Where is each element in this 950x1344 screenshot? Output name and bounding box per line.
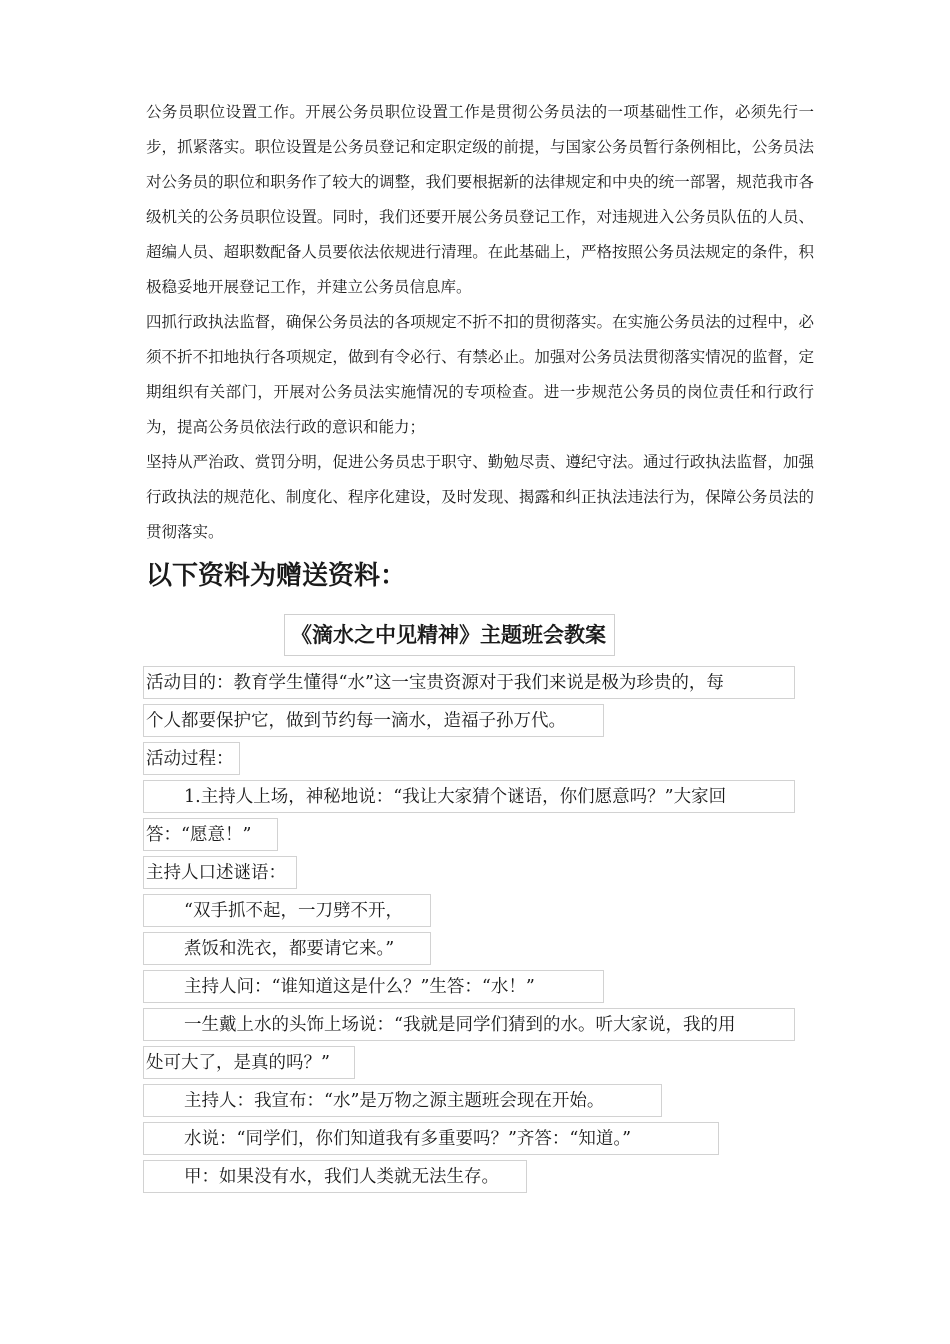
text-line: 答：“愿意！” (143, 818, 278, 851)
intro-paragraph: 坚持从严治政、赏罚分明，促进公务员忠于职守、勤勉尽责、遵纪守法。通过行政执法监督，加强行政执法的规范化、制度化、程序化建设，及时发现、揭露和纠正执法违法行为，保障公务员法的贯彻落实。 (146, 453, 814, 541)
text-line: 主持人问：“谁知道这是什么？”生答：“水！” (143, 970, 604, 1003)
gift-heading: 以下资料为赠送资料： (146, 561, 407, 591)
text-line: 一生戴上水的头饰上场说：“我就是同学们猜到的水。听大家说，我的用 (143, 1008, 795, 1041)
text-line: 主持人：我宣布：“水”是万物之源主题班会现在开始。 (143, 1084, 662, 1117)
text-line: 甲：如果没有水，我们人类就无法生存。 (143, 1160, 527, 1193)
intro-paragraph: 公务员职位设置工作。开展公务员职位设置工作是贯彻公务员法的一项基础性工作，必须先行一步，抓紧落实。职位设置是公务员登记和定职定级的前提，与国家公务员暂行条例相比，公务员法对公务员的职位和职务作了较大的调整，我们要根据新的法律规定和中央的统一部署，规范我市各级机关的公务员职位设置。同时，我们还要开展公务员登记工作，对违规进入公务员队伍的人员、超编人员、超职数配备人员要依法依规进行清理。在此基础上，严格按照公务员法规定的条件，积极稳妥地开展登记工作，并建立公务员信息库。 (146, 103, 814, 296)
text-line: 活动目的：教育学生懂得“水”这一宝贵资源对于我们来说是极为珍贵的，每 (143, 666, 795, 699)
text-line: 水说：“同学们，你们知道我有多重要吗？”齐答：“知道。” (143, 1122, 719, 1155)
intro-paragraph: 四抓行政执法监督，确保公务员法的各项规定不折不扣的贯彻落实。在实施公务员法的过程中，必须不折不扣地执行各项规定，做到有令必行、有禁必止。加强对公务员法贯彻落实情况的监督，定期组织有关部门，开展对公务员法实施情况的专项检查。进一步规范公务员的岗位责任和行政行为，提高公务员依法行政的意识和能力； (146, 313, 814, 436)
text-line: 1.主持人上场，神秘地说：“我让大家猜个谜语，你们愿意吗？”大家回 (143, 780, 795, 813)
lesson-plan-title: 《滴水之中见精神》主题班会教案 (284, 614, 615, 656)
text-line: 活动过程： (143, 742, 240, 775)
text-line: 个人都要保护它，做到节约每一滴水，造福子孙万代。 (143, 704, 604, 737)
text-line: 处可大了，是真的吗？” (143, 1046, 355, 1079)
text-line: 煮饭和洗衣，都要请它来。” (143, 932, 431, 965)
intro-text (146, 95, 814, 550)
text-line: 主持人口述谜语： (143, 856, 297, 889)
text-line: “双手抓不起，一刀劈不开， (143, 894, 431, 927)
